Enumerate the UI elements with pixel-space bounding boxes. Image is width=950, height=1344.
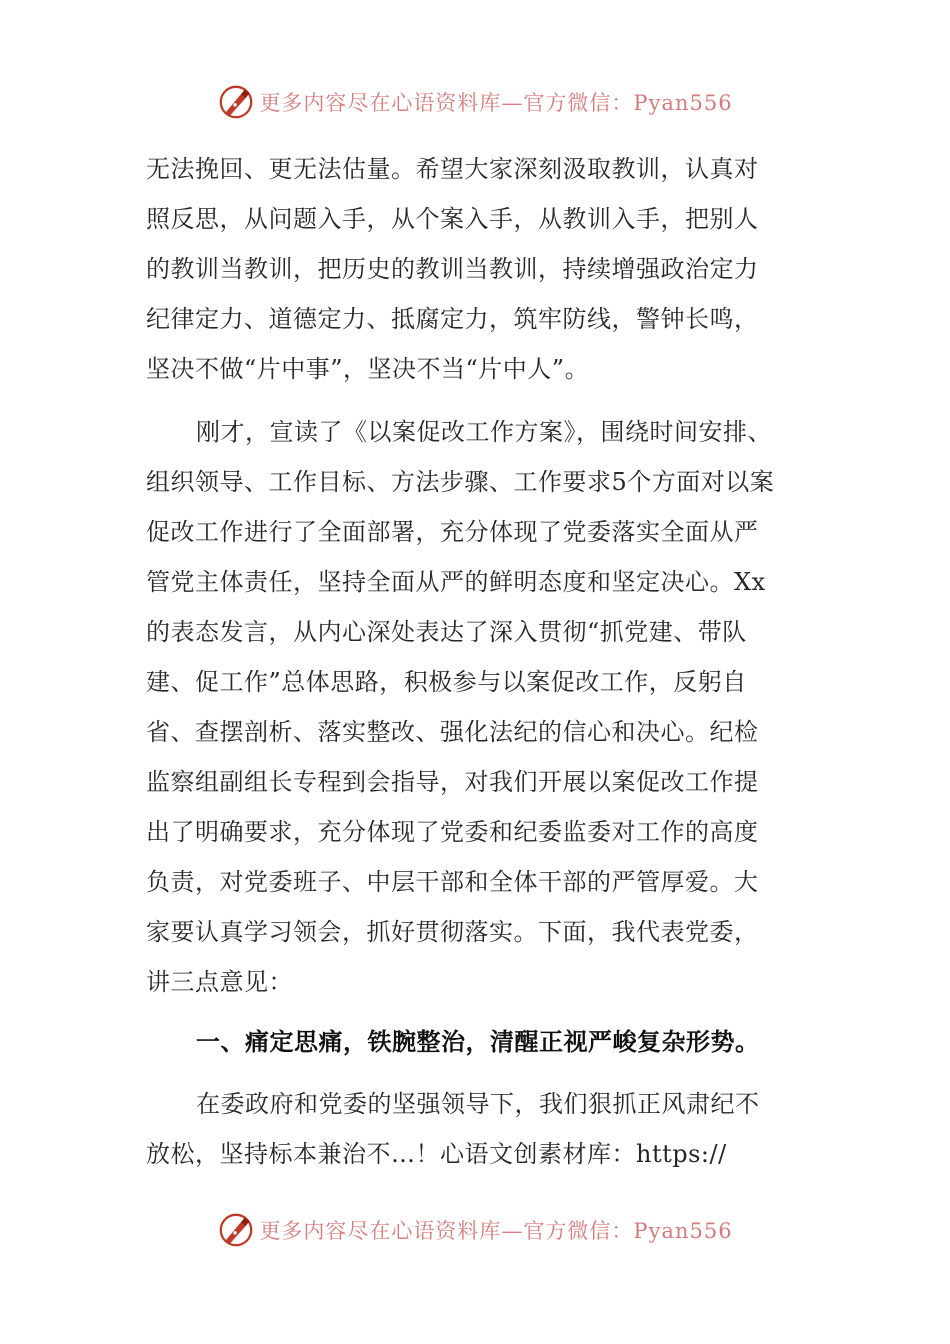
text-line: 组织领导、工作目标、方法步骤、工作要求5个方面对以案 (146, 468, 775, 496)
section-heading: 一、痛定思痛，铁腕整治，清醒正视严峻复杂形势。 (196, 1027, 760, 1056)
paragraph-first-line: 刚才，宣读了《以案促改工作方案》，围绕时间安排、 (196, 418, 772, 446)
text-line: 建、促工作”总体思路，积极参与以案促改工作，反躬自 (146, 668, 747, 696)
text-line: 坚决不做“片中事”，坚决不当“片中人”。 (146, 355, 590, 383)
header-watermark-banner (0, 80, 950, 124)
text-line: 负责，对党委班子、中层干部和全体干部的严管厚爱。大 (146, 868, 759, 896)
text-line: 省、查摆剖析、落实整改、强化法纪的信心和决心。纪检 (146, 718, 759, 746)
text-line: 纪律定力、道德定力、抵腐定力，筑牢防线，警钟长鸣， (146, 305, 759, 333)
paragraph-first-line: 在委政府和党委的坚强领导下，我们狠抓正风肃纪不 (196, 1090, 760, 1118)
text-line: 监察组副组长专程到会指导，对我们开展以案促改工作提 (146, 768, 759, 796)
text-line: 照反思，从问题入手，从个案入手，从教训入手，把别人 (146, 205, 759, 233)
text-line: 家要认真学习领会，抓好贯彻落实。下面，我代表党委， (146, 918, 759, 946)
text-line: 讲三点意见： (146, 968, 293, 996)
header-watermark-text: 更多内容尽在心语资料库—官方微信：Pyan556 (259, 91, 733, 115)
text-line: 出了明确要求，充分体现了党委和纪委监委对工作的高度 (146, 818, 759, 846)
pen-nib-logo-icon (217, 1211, 255, 1249)
text-line: 管党主体责任，坚持全面从严的鲜明态度和坚定决心。Xx (146, 568, 766, 596)
text-line: 促改工作进行了全面部署，充分体现了党委落实全面从严 (146, 518, 759, 546)
footer-watermark-text: 更多内容尽在心语资料库—官方微信：Pyan556 (259, 1219, 733, 1243)
text-line: 的表态发言，从内心深处表达了深入贯彻“抓党建、带队 (146, 618, 747, 646)
text-line: 无法挽回、更无法估量。希望大家深刻汲取教训，认真对 (146, 155, 759, 183)
footer-watermark-banner (0, 1208, 950, 1252)
pen-nib-logo-icon (217, 83, 255, 121)
text-line: 放松，坚持标本兼治不…！心语文创素材库：https:// (146, 1140, 727, 1168)
text-line: 的教训当教训，把历史的教训当教训，持续增强政治定力 (146, 255, 759, 283)
